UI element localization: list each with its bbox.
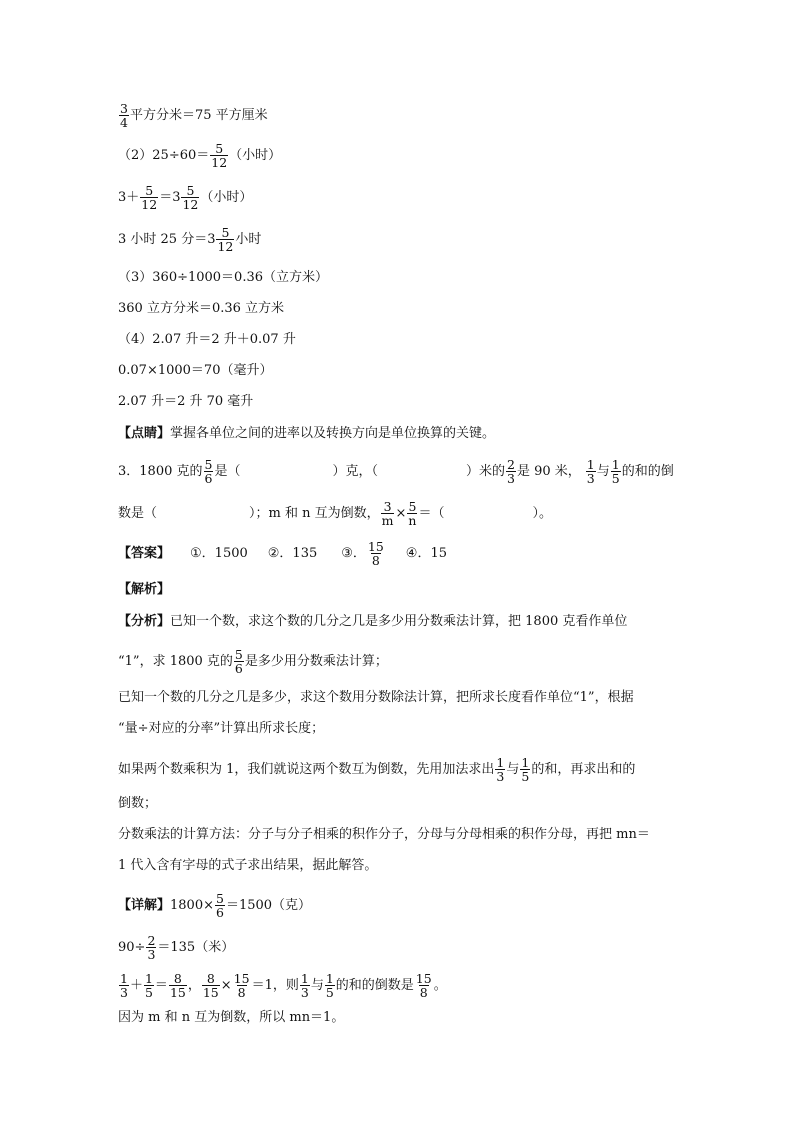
section-tag: 【详解】 [118,898,171,913]
comment-line: 【点睛】掌握各单位之间的进率以及转换方向是单位换算的关键。 [118,426,496,441]
fraction: $\frac{5}{12}$ [182,183,199,212]
question-3-line-1: 3．1800 克的 $\frac{5}{6}$ 是（ ）克，（ ）米的 $\frac{2}{3}$ 是 90 米， $\frac{1}{3}$ 与 $\frac{1}{5}$ 的和的倒 [118,457,674,486]
fraction: $\frac{3}{4}$ [120,101,128,130]
line-4: 3 小时 25 分＝3 $\frac{5}{12}$ 小时 [118,225,262,254]
line-9: 2.07 升＝2 升 70 毫升 [118,394,254,409]
line-3: 3＋ $\frac{5}{12}$ ＝3 $\frac{5}{12}$ （小时） [118,183,253,212]
section-tag: 【分析】 [118,614,171,629]
detail-line-1: 【详解】1800× $\frac{5}{6}$ ＝1500（克） [118,891,312,920]
fraction: $\frac{2}{3}$ [507,457,515,486]
detail-line-4: 因为 m 和 n 互为倒数，所以 mn＝1。 [118,1010,345,1025]
fraction: $\frac{1}{5}$ [611,457,620,486]
section-tag: 【点睛】 [118,426,171,441]
line-1: $\frac{3}{4}$ 平方分米＝75 平方厘米 [120,101,268,130]
fraction: $\frac{5}{12}$ [141,183,158,212]
fraction: $\frac{5}{6}$ [216,891,224,920]
analysis-heading: 【解析】 [118,582,171,597]
section-tag: 【答案】 [118,546,171,561]
fraction: $\frac{5}{6}$ [234,647,243,676]
line-5: （3）360÷1000＝0.36（立方米） [118,270,329,285]
fraction: $\frac{1}{3}$ [496,755,505,784]
fraction: $\frac{1}{3}$ [586,457,595,486]
analysis-line-3: 已知一个数的几分之几是多少，求这个数用分数除法计算，把所求长度看作单位“1”，根据 [118,690,634,705]
analysis-line-6: 倒数； [118,796,158,811]
fraction: $\frac{1}{5}$ [521,755,530,784]
answer-line: 【答案】 ①．1500 ②．135 ③． $\frac{15}{8}$ ④．15 [118,539,447,568]
analysis-line-5: 如果两个数乘积为 1，我们就说这两个数互为倒数，先用加法求出 $\frac{1}{3}$ 与 $\frac{1}{5}$ 的和，再求出和的 [118,755,636,784]
line-6: 360 立方分米＝0.36 立方米 [118,301,285,316]
fraction: $\frac{8}{15}$ [169,971,186,1000]
line-2: （2）25÷60＝ $\frac{5}{12}$ （小时） [118,141,282,170]
analysis-line-2: “1”，求 1800 克的 $\frac{5}{6}$ 是多少用分数乘法计算； [118,647,388,676]
analysis-line-1: 【分析】已知一个数，求这个数的几分之几是多少用分数乘法计算，把 1800 克看作单位 [118,614,628,629]
analysis-line-7: 分数乘法的计算方法：分子与分子相乘的积作分子，分母与分母相乘的积作分母，再把 mn＝ [118,827,650,842]
fraction: $\frac{5}{12}$ [217,225,234,254]
fraction: $\frac{8}{15}$ [202,971,219,1000]
analysis-line-4: “量÷对应的分率”计算出所求长度； [118,721,325,736]
analysis-line-8: 1 代入含有字母的式子求出结果，据此解答。 [118,858,378,873]
fraction: $\frac{15}{8}$ [415,971,432,1000]
fraction: $\frac{1}{3}$ [120,971,128,1000]
fraction: $\frac{1}{5}$ [325,971,334,1000]
fraction: $\frac{1}{5}$ [144,971,153,1000]
fraction: $\frac{5}{12}$ [211,141,228,170]
detail-line-2: 90÷ $\frac{2}{3}$ ＝135（米） [118,933,235,962]
fraction: $\frac{2}{3}$ [147,933,156,962]
fraction: $\frac{1}{3}$ [300,971,309,1000]
line-8: 0.07×1000＝70（毫升） [118,363,273,378]
question-3-line-2: 数是（ ）；m 和 n 互为倒数， $\frac{3}{m}$ × $\frac{5}{n}$ ＝（ ）。 [118,499,552,528]
fraction: $\frac{3}{m}$ [381,499,394,528]
line-7: （4）2.07 升＝2 升＋0.07 升 [118,332,296,347]
fraction: $\frac{5}{6}$ [204,457,213,486]
detail-line-3: $\frac{1}{3}$ ＋ $\frac{1}{5}$ ＝ $\frac{8}{15}$ ， $\frac{8}{15}$ × $\frac{15}{8}$ ＝1，则 $\frac{1}{3}$ 与 $\frac{1}{5}$ 的和的倒数是 $\frac{15}{8}$ 。 [120,971,447,1000]
fraction: $\frac{5}{n}$ [408,499,417,528]
fraction: $\frac{15}{8}$ [233,971,250,1000]
fraction: $\frac{15}{8}$ [367,539,384,568]
